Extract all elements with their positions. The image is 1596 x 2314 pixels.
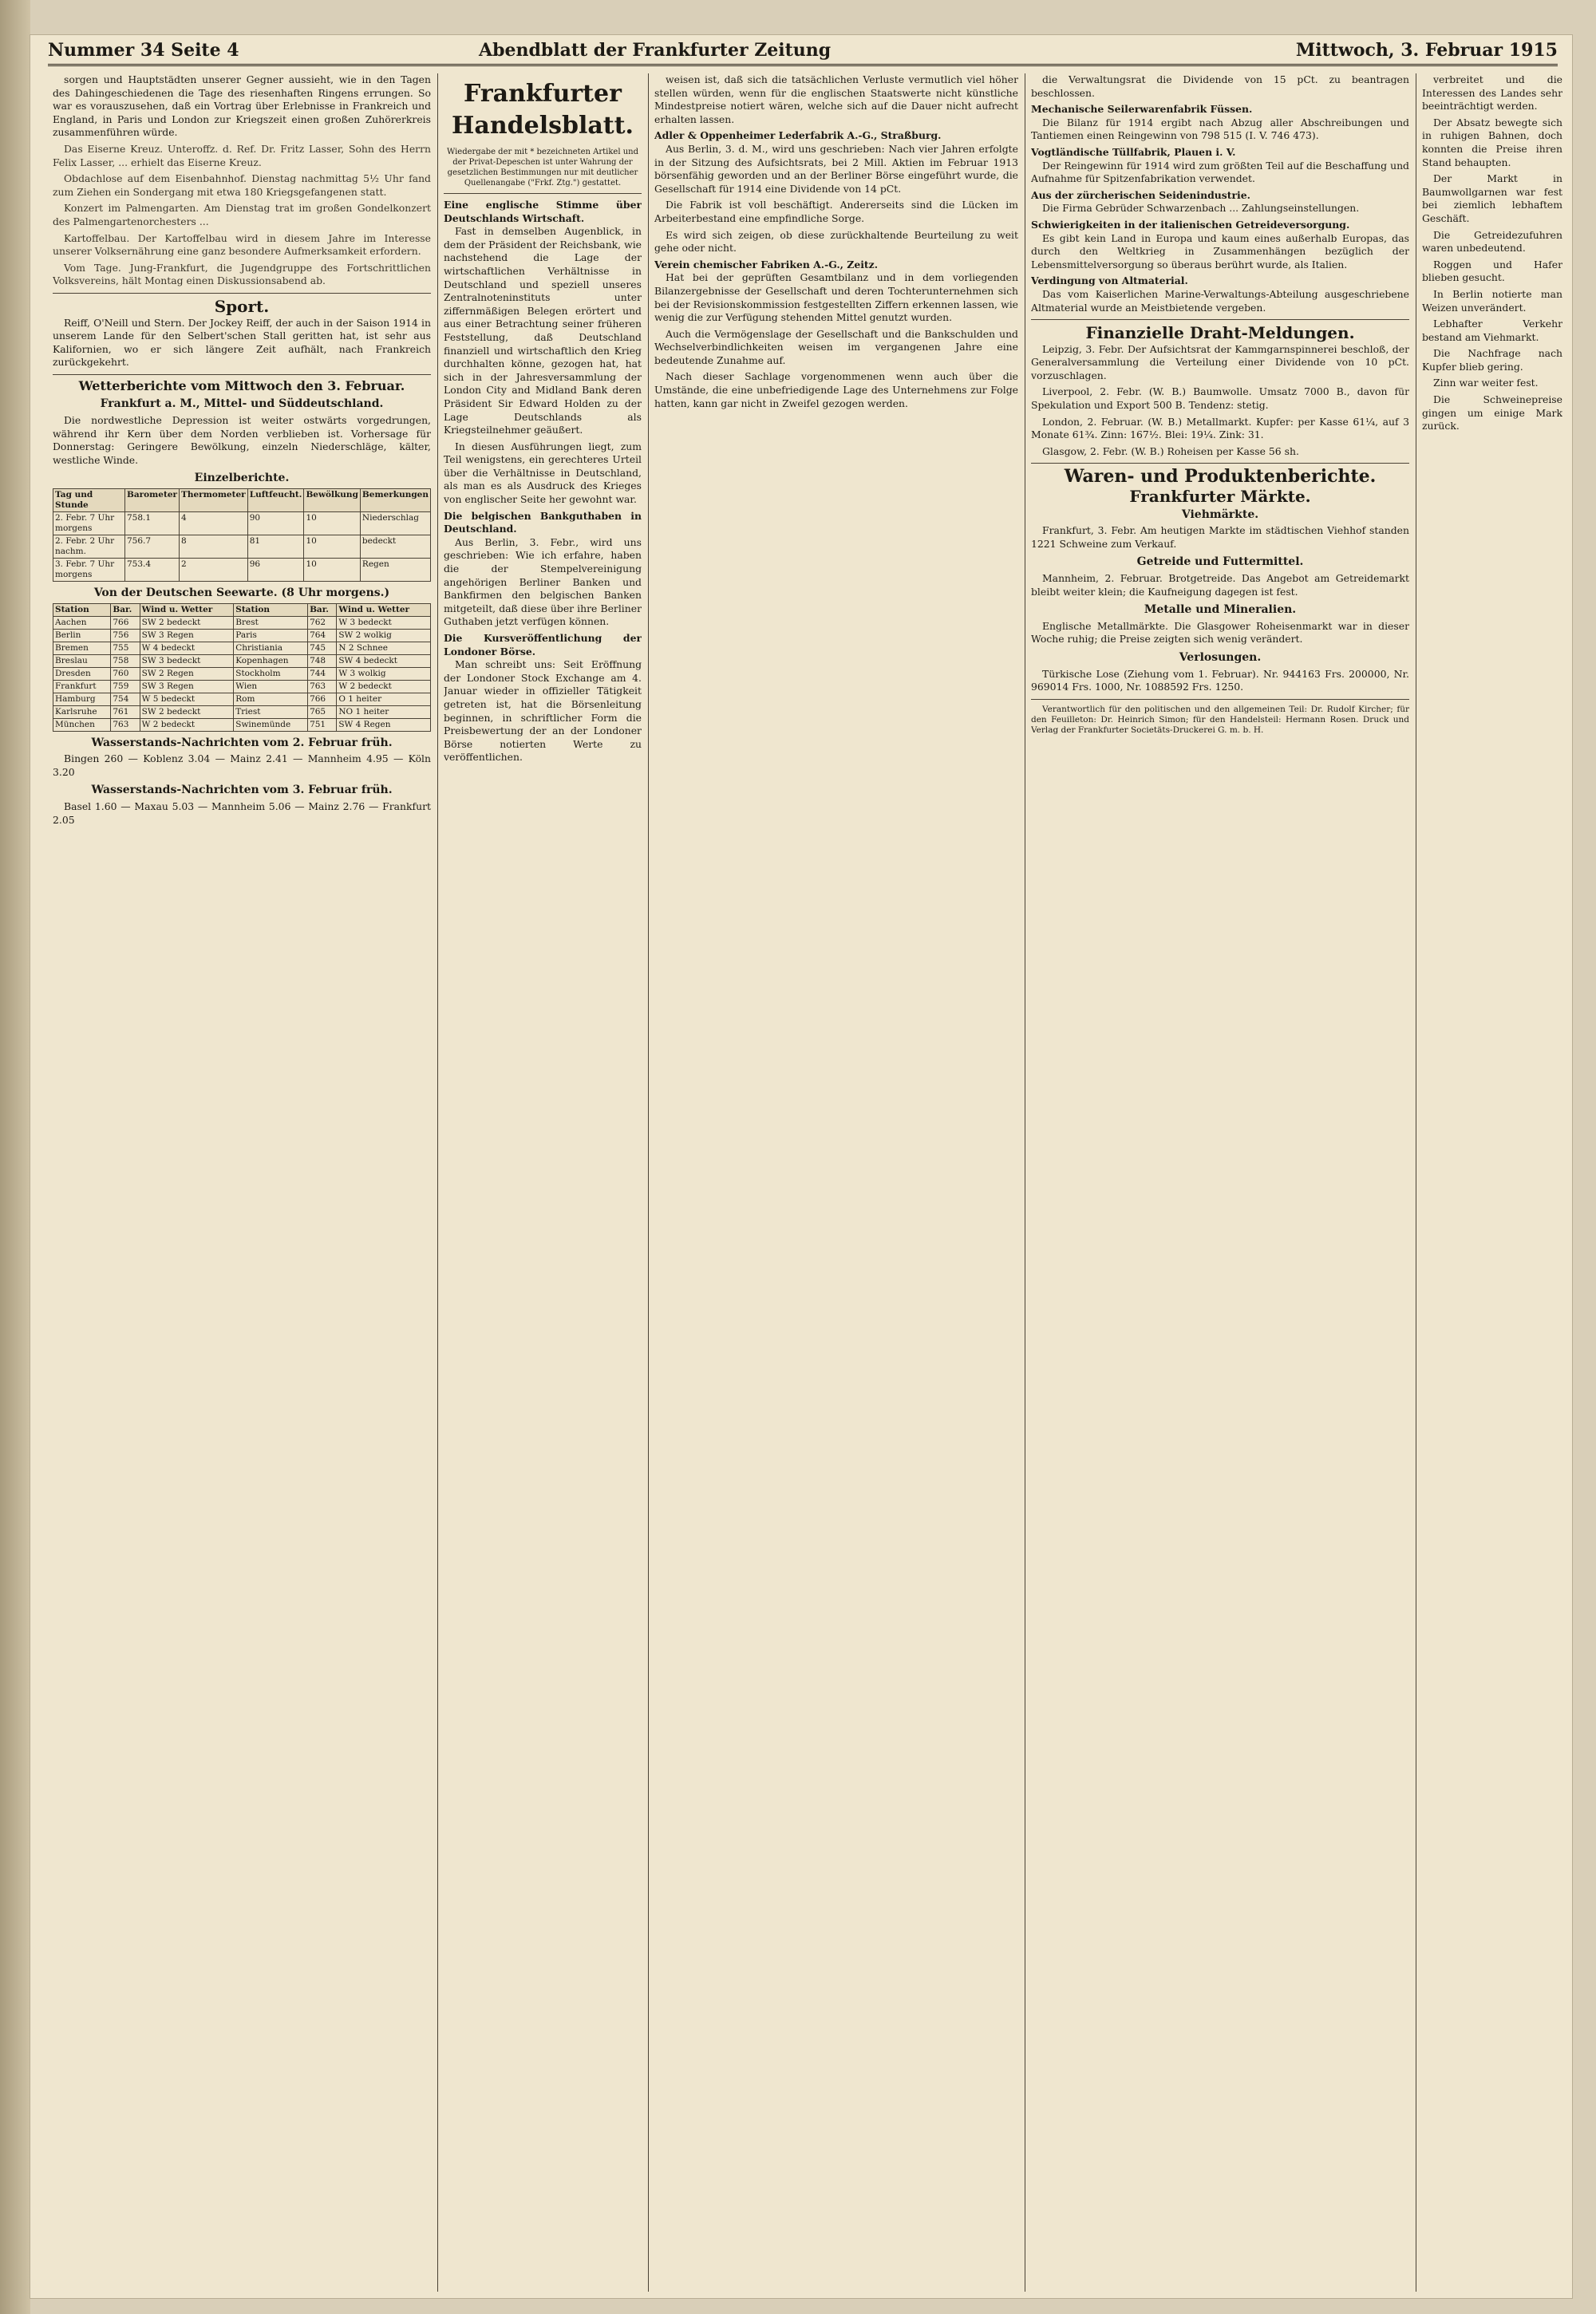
- table-row: [53, 718, 431, 731]
- section-heading-waren: Waren- und Produktenberichte.: [1064, 466, 1377, 488]
- table-cell: Hamburg: [53, 693, 111, 705]
- table-cell: 8: [180, 535, 248, 559]
- table-cell: 3. Febr. 7 Uhr morgens: [53, 559, 125, 582]
- table-cell: NO 1 heiter: [337, 705, 431, 718]
- table-cell: Christiania: [234, 642, 308, 654]
- article-text: Die Fabrik ist voll beschäftigt. Andererseits sind die Lücken im Arbeiterbestand eine empfindliche Sorge.: [654, 199, 1018, 224]
- seewarte-table: [53, 603, 431, 732]
- article-text: In diesen Ausführungen liegt, zum Teil wenigstens, ein gerechteres Urteil über die Verhältnisse in Deutschland, als man es als Ausdruck des Krieges von englischer Seite her gewohnt war.: [444, 440, 642, 506]
- divider: [444, 193, 642, 194]
- article-text: Der Absatz bewegte sich in ruhigen Bahnen, doch konnten die Preise ihren Stand behaupten.: [1422, 116, 1562, 168]
- table-cell: O 1 heiter: [337, 693, 431, 705]
- column-header: Wind u. Wetter: [140, 603, 234, 616]
- table-cell: 754: [111, 693, 140, 705]
- table-cell: Niederschlag: [360, 512, 430, 535]
- subsection-heading: Viehmärkte.: [1181, 507, 1259, 521]
- article-text: Die Schweinepreise gingen um einige Mark zurück.: [1422, 393, 1562, 432]
- column-3: [654, 73, 1018, 2300]
- article-text: Es wird sich zeigen, ob diese zurückhaltende Beurteilung zu weit gehe oder nicht.: [654, 228, 1018, 255]
- column-1: [53, 73, 431, 2300]
- article-text: Lebhafter Verkehr bestand am Viehmarkt.: [1422, 318, 1562, 343]
- table-cell: Kopenhagen: [234, 654, 308, 667]
- wasserstand-heading: Wasserstands-Nachrichten vom 2. Februar früh.: [91, 736, 393, 749]
- section-heading-sport: Sport.: [214, 296, 270, 316]
- article-text: Nach dieser Sachlage vorgenommenen wenn auch über die Umstände, die eine unbefriedigende Lage des Unternehmens zur Folge hatten, kann gar nicht in Zweifel gezogen werden.: [654, 370, 1018, 409]
- table-cell: W 3 wolkig: [337, 667, 431, 680]
- table-cell: SW 2 wolkig: [337, 629, 431, 642]
- article-text: Zinn war weiter fest.: [1433, 377, 1539, 389]
- table-cell: 755: [111, 642, 140, 654]
- article-text: Es gibt kein Land in Europa und kaum eines außerhalb Europas, das durch den Weltkrieg in Zusammenhängen bezüglich der Lebensmittelversorgung so überaus berührt wurde, als Italien.: [1031, 231, 1409, 270]
- divider: [1031, 463, 1409, 464]
- table-cell: W 2 bedeckt: [337, 680, 431, 693]
- table-cell: Triest: [234, 705, 308, 718]
- table-cell: 745: [308, 642, 337, 654]
- table-cell: SW 2 bedeckt: [140, 616, 234, 629]
- article-text: Aus Berlin, 3. Febr., wird uns geschrieben: Wie ich erfahre, haben die der Stempelvereinigung angehörigen Berliner Banken und Bankfirmen den belgischen Banken mitgeteilt, daß diese über ihre Berliner Guthaben jetzt verfügen können.: [444, 535, 642, 628]
- table-cell: W 2 bedeckt: [140, 718, 234, 731]
- table-cell: Brest: [234, 616, 308, 629]
- article-text: Der Reingewinn für 1914 wird zum größten Teil auf die Beschaffung und Aufnahme für Spitzenfabrikation verwendet.: [1031, 159, 1409, 185]
- article-text: Glasgow, 2. Febr. (W. B.) Roheisen per Kasse 56 sh.: [1042, 444, 1299, 457]
- table-cell: Stockholm: [234, 667, 308, 680]
- article-text: Hat bei der geprüften Gesamtbilanz und in dem vorliegenden Bilanzergebnisse der Gesellschaft und deren Tochterunternehmen sich bei der Revisionskommission festgestellten Ziffern erkennen lassen, wie wenig die zur Verfügung stehenden Mittel genutzt wurden.: [654, 271, 1018, 324]
- divider: [1031, 319, 1409, 320]
- article-text: Die Getreidezufuhren waren unbedeutend.: [1422, 228, 1562, 255]
- article-heading: Schwierigkeiten in der italienischen Getreideversorgung.: [1031, 218, 1350, 231]
- article-text: Liverpool, 2. Febr. (W. B.) Baumwolle. Umsatz 7000 B., davon für Spekulation und Export 500 B. Tendenz: stetig.: [1031, 385, 1409, 412]
- column-rule: [437, 73, 438, 2292]
- table-cell: 761: [111, 705, 140, 718]
- column-header: Bemerkungen: [360, 489, 430, 512]
- table-cell: 758.1: [124, 512, 179, 535]
- article-text: Türkische Lose (Ziehung vom 1. Februar). Nr. 944163 Frs. 200000, Nr. 969014 Frs. 1000, Nr. 1088592 Frs. 1250.: [1031, 667, 1409, 693]
- column-rule: [648, 73, 649, 2292]
- table-cell: Aachen: [53, 616, 111, 629]
- table-cell: 753.4: [124, 559, 179, 582]
- article-heading: Die Kursveröffentlichung der Londoner Börse.: [444, 632, 642, 657]
- article-heading: Adler & Oppenheimer Lederfabrik A.-G., Straßburg.: [654, 129, 942, 142]
- table-cell: W 3 bedeckt: [337, 616, 431, 629]
- table-cell: 10: [304, 535, 360, 559]
- table-cell: Frankfurt: [53, 680, 111, 693]
- column-header: Bewölkung: [304, 489, 360, 512]
- page-header: [48, 37, 1558, 66]
- table-cell: SW 4 bedeckt: [337, 654, 431, 667]
- article-text: Kartoffelbau. Der Kartoffelbau wird in diesem Jahre im Interesse unserer Volksernährung eine ganz besondere Aufmerksamkeit erfordern.: [53, 231, 431, 258]
- article-text: Obdachlose auf dem Eisenbahnhof. Dienstag nachmittag 5½ Uhr fand zum Ziehen ein Sondergang mit etwa 180 Kriegsgefangenen statt.: [53, 172, 431, 198]
- table-cell: 748: [308, 654, 337, 667]
- table-cell: 766: [308, 693, 337, 705]
- article-text: Die Bilanz für 1914 ergibt nach Abzug aller Abschreibungen und Tantiemen einen Reingewinn von 798 515 (I. V. 746 473).: [1031, 116, 1409, 142]
- table-row: [53, 559, 431, 582]
- column-header: Station: [234, 603, 308, 616]
- article-text: Leipzig, 3. Febr. Der Aufsichtsrat der Kammgarnspinnerei beschloß, der Generalversammlung die Verteilung einer Dividende von 10 pCt. vorzuschlagen.: [1031, 342, 1409, 381]
- table-cell: 763: [308, 680, 337, 693]
- table-cell: 756.7: [124, 535, 179, 559]
- article-text: Konzert im Palmengarten. Am Dienstag trat im großen Gondelkonzert des Palmengartenorchesters ...: [53, 202, 431, 227]
- article-text: weisen ist, daß sich die tatsächlichen Verluste vermutlich viel höher stellen würden, wenn für die englischen Staatswerte nicht künstliche Mindestpreise notiert wären, welche sich auf die Dauer nicht aufrecht erhalten lassen.: [654, 73, 1018, 125]
- table-cell: 759: [111, 680, 140, 693]
- table-row: [53, 629, 431, 642]
- weather-subheading: Frankfurt a. M., Mittel- und Süddeutschland.: [100, 397, 384, 411]
- table-cell: SW 4 Regen: [337, 718, 431, 731]
- einzel-heading: Einzelberichte.: [194, 472, 290, 485]
- table-header-row: [53, 603, 431, 616]
- table-cell: W 4 bedeckt: [140, 642, 234, 654]
- section-heading-maerkte: Frankfurter Märkte.: [1129, 487, 1311, 507]
- page-number: Nummer 34 Seite 4: [48, 40, 239, 61]
- table-cell: W 5 bedeckt: [140, 693, 234, 705]
- article-text: Das vom Kaiserlichen Marine-Verwaltungs-Abteilung ausgeschriebene Altmaterial wurde an Meistbietende vergeben.: [1031, 287, 1409, 314]
- article-text: London, 2. Februar. (W. B.) Metallmarkt. Kupfer: per Kasse 61¼, auf 3 Monate 61¾. Zinn: 167½. Blei: 19¼. Zink: 31.: [1031, 415, 1409, 441]
- column-header: Bar.: [308, 603, 337, 616]
- reprint-note: Wiedergabe der mit * bezeichneten Artikel und der Privat-Depeschen ist unter Wahrung der gesetzlichen Bestimmungen nur mit deutlicher Quellenangabe ("Frkf. Ztg.") gestattet.: [446, 148, 639, 188]
- table-cell: 751: [308, 718, 337, 731]
- table-cell: 763: [111, 718, 140, 731]
- seewarte-heading: Von der Deutschen Seewarte. (8 Uhr morgens.): [93, 586, 390, 600]
- table-row: [53, 512, 431, 535]
- issue-date: Mittwoch, 3. Februar 1915: [1295, 40, 1558, 61]
- article-text: Der Markt in Baumwollgarnen war fest bei ziemlich lebhaftem Geschäft.: [1422, 172, 1562, 224]
- weather-heading: Wetterberichte vom Mittwoch den 3. Februar.: [78, 377, 405, 393]
- article-heading: Die belgischen Bankguthaben in Deutschland.: [444, 509, 642, 535]
- table-cell: Karlsruhe: [53, 705, 111, 718]
- table-row: [53, 642, 431, 654]
- column-header: Tag und Stunde: [53, 489, 125, 512]
- table-cell: SW 3 Regen: [140, 680, 234, 693]
- article-heading: Vogtländische Tüllfabrik, Plauen i. V.: [1031, 145, 1236, 158]
- table-cell: 10: [304, 559, 360, 582]
- weather-text: Die nordwestliche Depression ist weiter ostwärts vorgedrungen, während ihr Kern über dem Norden verblieben ist. Vorhersage für Donnerstag: Geringere Bewölkung, einzeln Niederschläge, kälter, westliche Winde.: [53, 414, 431, 466]
- column-4: [1031, 73, 1409, 2300]
- table-cell: Regen: [360, 559, 430, 582]
- column-header: Luftfeucht.: [247, 489, 304, 512]
- wasserstand-text: Bingen 260 — Koblenz 3.04 — Mainz 2.41 — Mannheim 4.95 — Köln 3.20: [53, 752, 431, 778]
- einzel-table: [53, 488, 431, 582]
- article-text: Frankfurt, 3. Febr. Am heutigen Markte im städtischen Viehhof standen 1221 Schweine zum Verkauf.: [1031, 524, 1409, 550]
- table-cell: bedeckt: [360, 535, 430, 559]
- table-cell: N 2 Schnee: [337, 642, 431, 654]
- article-text: Mannheim, 2. Februar. Brotgetreide. Das Angebot am Getreidemarkt bleibt weiter klein; die Kaufneigung dagegen ist fest.: [1031, 572, 1409, 598]
- article-heading: Aus der zürcherischen Seidenindustrie.: [1031, 188, 1250, 201]
- table-cell: Swinemünde: [234, 718, 308, 731]
- article-heading: Verdingung von Altmaterial.: [1031, 274, 1188, 287]
- column-header: Station: [53, 603, 111, 616]
- table-cell: 96: [247, 559, 304, 582]
- divider: [53, 293, 431, 294]
- column-2: [444, 73, 642, 2300]
- article-text: Man schreibt uns: Seit Eröffnung der Londoner Stock Exchange am 4. Januar wieder in offizieller Tätigkeit getreten ist, hat die Börsenleitung beginnen, in schriftlicher Form die Preisbewertung der an der Londoner Börse notierten Werte zu veröffentlichen.: [444, 658, 642, 764]
- column-header: Thermometer: [180, 489, 248, 512]
- table-cell: 766: [111, 616, 140, 629]
- imprint: Verantwortlich für den politischen und den allgemeinen Teil: Dr. Rudolf Kircher; für den Feuilleton: Dr. Heinrich Simon; für den Handelsteil: Hermann Rosen. Druck und Verlag der Frankfurter Societäts-Druckerei G. m. b. H.: [1031, 704, 1409, 735]
- subsection-heading: Verlosungen.: [1179, 650, 1262, 664]
- article-heading: Mechanische Seilerwarenfabrik Füssen.: [1031, 103, 1253, 116]
- table-cell: Berlin: [53, 629, 111, 642]
- article-text: Aus Berlin, 3. d. M., wird uns geschrieben: Nach vier Jahren erfolgte in der Sitzung des Aufsichtsrats, bei 2 Mill. Aktien im Februar 1913 börsenfähig geworden und an der Berliner Börse eingeführt wurde, die Gesellschaft für 1914 eine Dividende von 14 pCt.: [654, 142, 1018, 195]
- column-header: Bar.: [111, 603, 140, 616]
- article-text: Auch die Vermögenslage der Gesellschaft und die Bankschulden und Wechselverbindlichkeiten weisen im vergangenen Jahre eine bedeutende Zunahme auf.: [654, 327, 1018, 366]
- table-cell: 2. Febr. 7 Uhr morgens: [53, 512, 125, 535]
- article-heading: Eine englische Stimme über Deutschlands Wirtschaft.: [444, 199, 642, 224]
- table-cell: 81: [247, 535, 304, 559]
- table-cell: 744: [308, 667, 337, 680]
- table-row: [53, 680, 431, 693]
- table-cell: 10: [304, 512, 360, 535]
- column-header: Wind u. Wetter: [337, 603, 431, 616]
- section-heading-draht: Finanzielle Draht-Meldungen.: [1085, 323, 1355, 343]
- article-text: Englische Metallmärkte. Die Glasgower Roheisenmarkt war in dieser Woche ruhig; die Preise zeigten sich wenig verändert.: [1031, 619, 1409, 646]
- masthead: Abendblatt der Frankfurter Zeitung: [479, 40, 832, 61]
- table-cell: Dresden: [53, 667, 111, 680]
- table-cell: 765: [308, 705, 337, 718]
- table-header-row: [53, 489, 431, 512]
- table-cell: 90: [247, 512, 304, 535]
- table-row: [53, 654, 431, 667]
- divider: [1031, 699, 1409, 700]
- wasserstand-heading: Wasserstands-Nachrichten vom 3. Februar früh.: [91, 784, 393, 797]
- table-cell: SW 3 bedeckt: [140, 654, 234, 667]
- divider: [53, 374, 431, 375]
- column-header: Barometer: [124, 489, 179, 512]
- article-heading: Verein chemischer Fabriken A.-G., Zeitz.: [654, 258, 879, 270]
- table-cell: 2: [180, 559, 248, 582]
- table-cell: SW 2 Regen: [140, 667, 234, 680]
- article-text: die Verwaltungsrat die Dividende von 15 pCt. zu beantragen beschlossen.: [1031, 73, 1409, 99]
- table-cell: 762: [308, 616, 337, 629]
- table-cell: SW 3 Regen: [140, 629, 234, 642]
- table-cell: 758: [111, 654, 140, 667]
- table-cell: Paris: [234, 629, 308, 642]
- article-text: verbreitet und die Interessen des Landes sehr beeinträchtigt werden.: [1422, 73, 1562, 113]
- article-text: sorgen und Hauptstädten unserer Gegner aussieht, wie in den Tagen des Dahingeschiedenen die Tage des riesenhaften Ringens errungen. So war es vorauszusehen, daß ein Vortrag über Erlebnisse in Frankreich und England, in Paris und London zur Kriegszeit einen großen Zuhörerkreis zusammenführen würde.: [53, 73, 431, 139]
- article-text: Reiff, O'Neill und Stern. Der Jockey Reiff, der auch in der Saison 1914 in unserem Lande für den Selbert'schen Stall geritten hat, ist sehr aus Kalifornien, wo er sich längere Zeit aufhält, nach Frankreich zurückgekehrt.: [53, 316, 431, 369]
- article-text: In Berlin notierte man Weizen unverändert.: [1422, 287, 1562, 314]
- column-5: [1422, 73, 1562, 2300]
- table-cell: 760: [111, 667, 140, 680]
- table-row: [53, 667, 431, 680]
- table-cell: Bremen: [53, 642, 111, 654]
- binding-gutter: [0, 0, 30, 2314]
- article-text: Fast in demselben Augenblick, in dem der Präsident der Reichsbank, wie nachstehend die Lage der wirtschaftlichen Verhältnisse in Deutschland und speziell unseres Zentralnoteninstituts unter ziffernmäßigen Belegen erörtert und aus einer Betrachtung seiner früheren Feststellung, daß Deutschland finanziell und wirtschaftlich den Krieg durchhalten könne, gezogen hat, hat sich in der Jahresversammlung der London City and Midland Bank deren Präsident Sir Edward Holden zu der Lage Deutschlands als Kriegsteilnehmer geäußert.: [444, 225, 642, 436]
- article-text: Das Eiserne Kreuz. Unteroffz. d. Ref. Dr. Fritz Lasser, Sohn des Herrn Felix Lasser, ... erhielt das Eiserne Kreuz.: [53, 142, 431, 168]
- table-cell: 756: [111, 629, 140, 642]
- table-cell: Wien: [234, 680, 308, 693]
- table-cell: 2. Febr. 2 Uhr nachm.: [53, 535, 125, 559]
- table-cell: Rom: [234, 693, 308, 705]
- table-row: [53, 705, 431, 718]
- table-cell: München: [53, 718, 111, 731]
- article-text: Vom Tage. Jung-Frankfurt, die Jugendgruppe des Fortschrittlichen Volksvereins, hält Montag einen Diskussionsabend ab.: [53, 261, 431, 287]
- table-cell: SW 2 bedeckt: [140, 705, 234, 718]
- table-row: [53, 535, 431, 559]
- subsection-heading: Getreide und Futtermittel.: [1136, 555, 1304, 569]
- table-cell: Breslau: [53, 654, 111, 667]
- handelsblatt-title: Frankfurter Handelsblatt.: [452, 80, 634, 140]
- article-text: Roggen und Hafer blieben gesucht.: [1422, 258, 1562, 284]
- table-row: [53, 616, 431, 629]
- article-text: Die Firma Gebrüder Schwarzenbach ... Zahlungseinstellungen.: [1042, 202, 1360, 215]
- table-cell: 4: [180, 512, 248, 535]
- table-cell: 764: [308, 629, 337, 642]
- wasserstand-text: Basel 1.60 — Maxau 5.03 — Mannheim 5.06 — Mainz 2.76 — Frankfurt 2.05: [53, 800, 431, 826]
- article-text: Die Nachfrage nach Kupfer blieb gering.: [1422, 347, 1562, 373]
- subsection-heading: Metalle und Mineralien.: [1144, 603, 1297, 617]
- table-row: [53, 693, 431, 705]
